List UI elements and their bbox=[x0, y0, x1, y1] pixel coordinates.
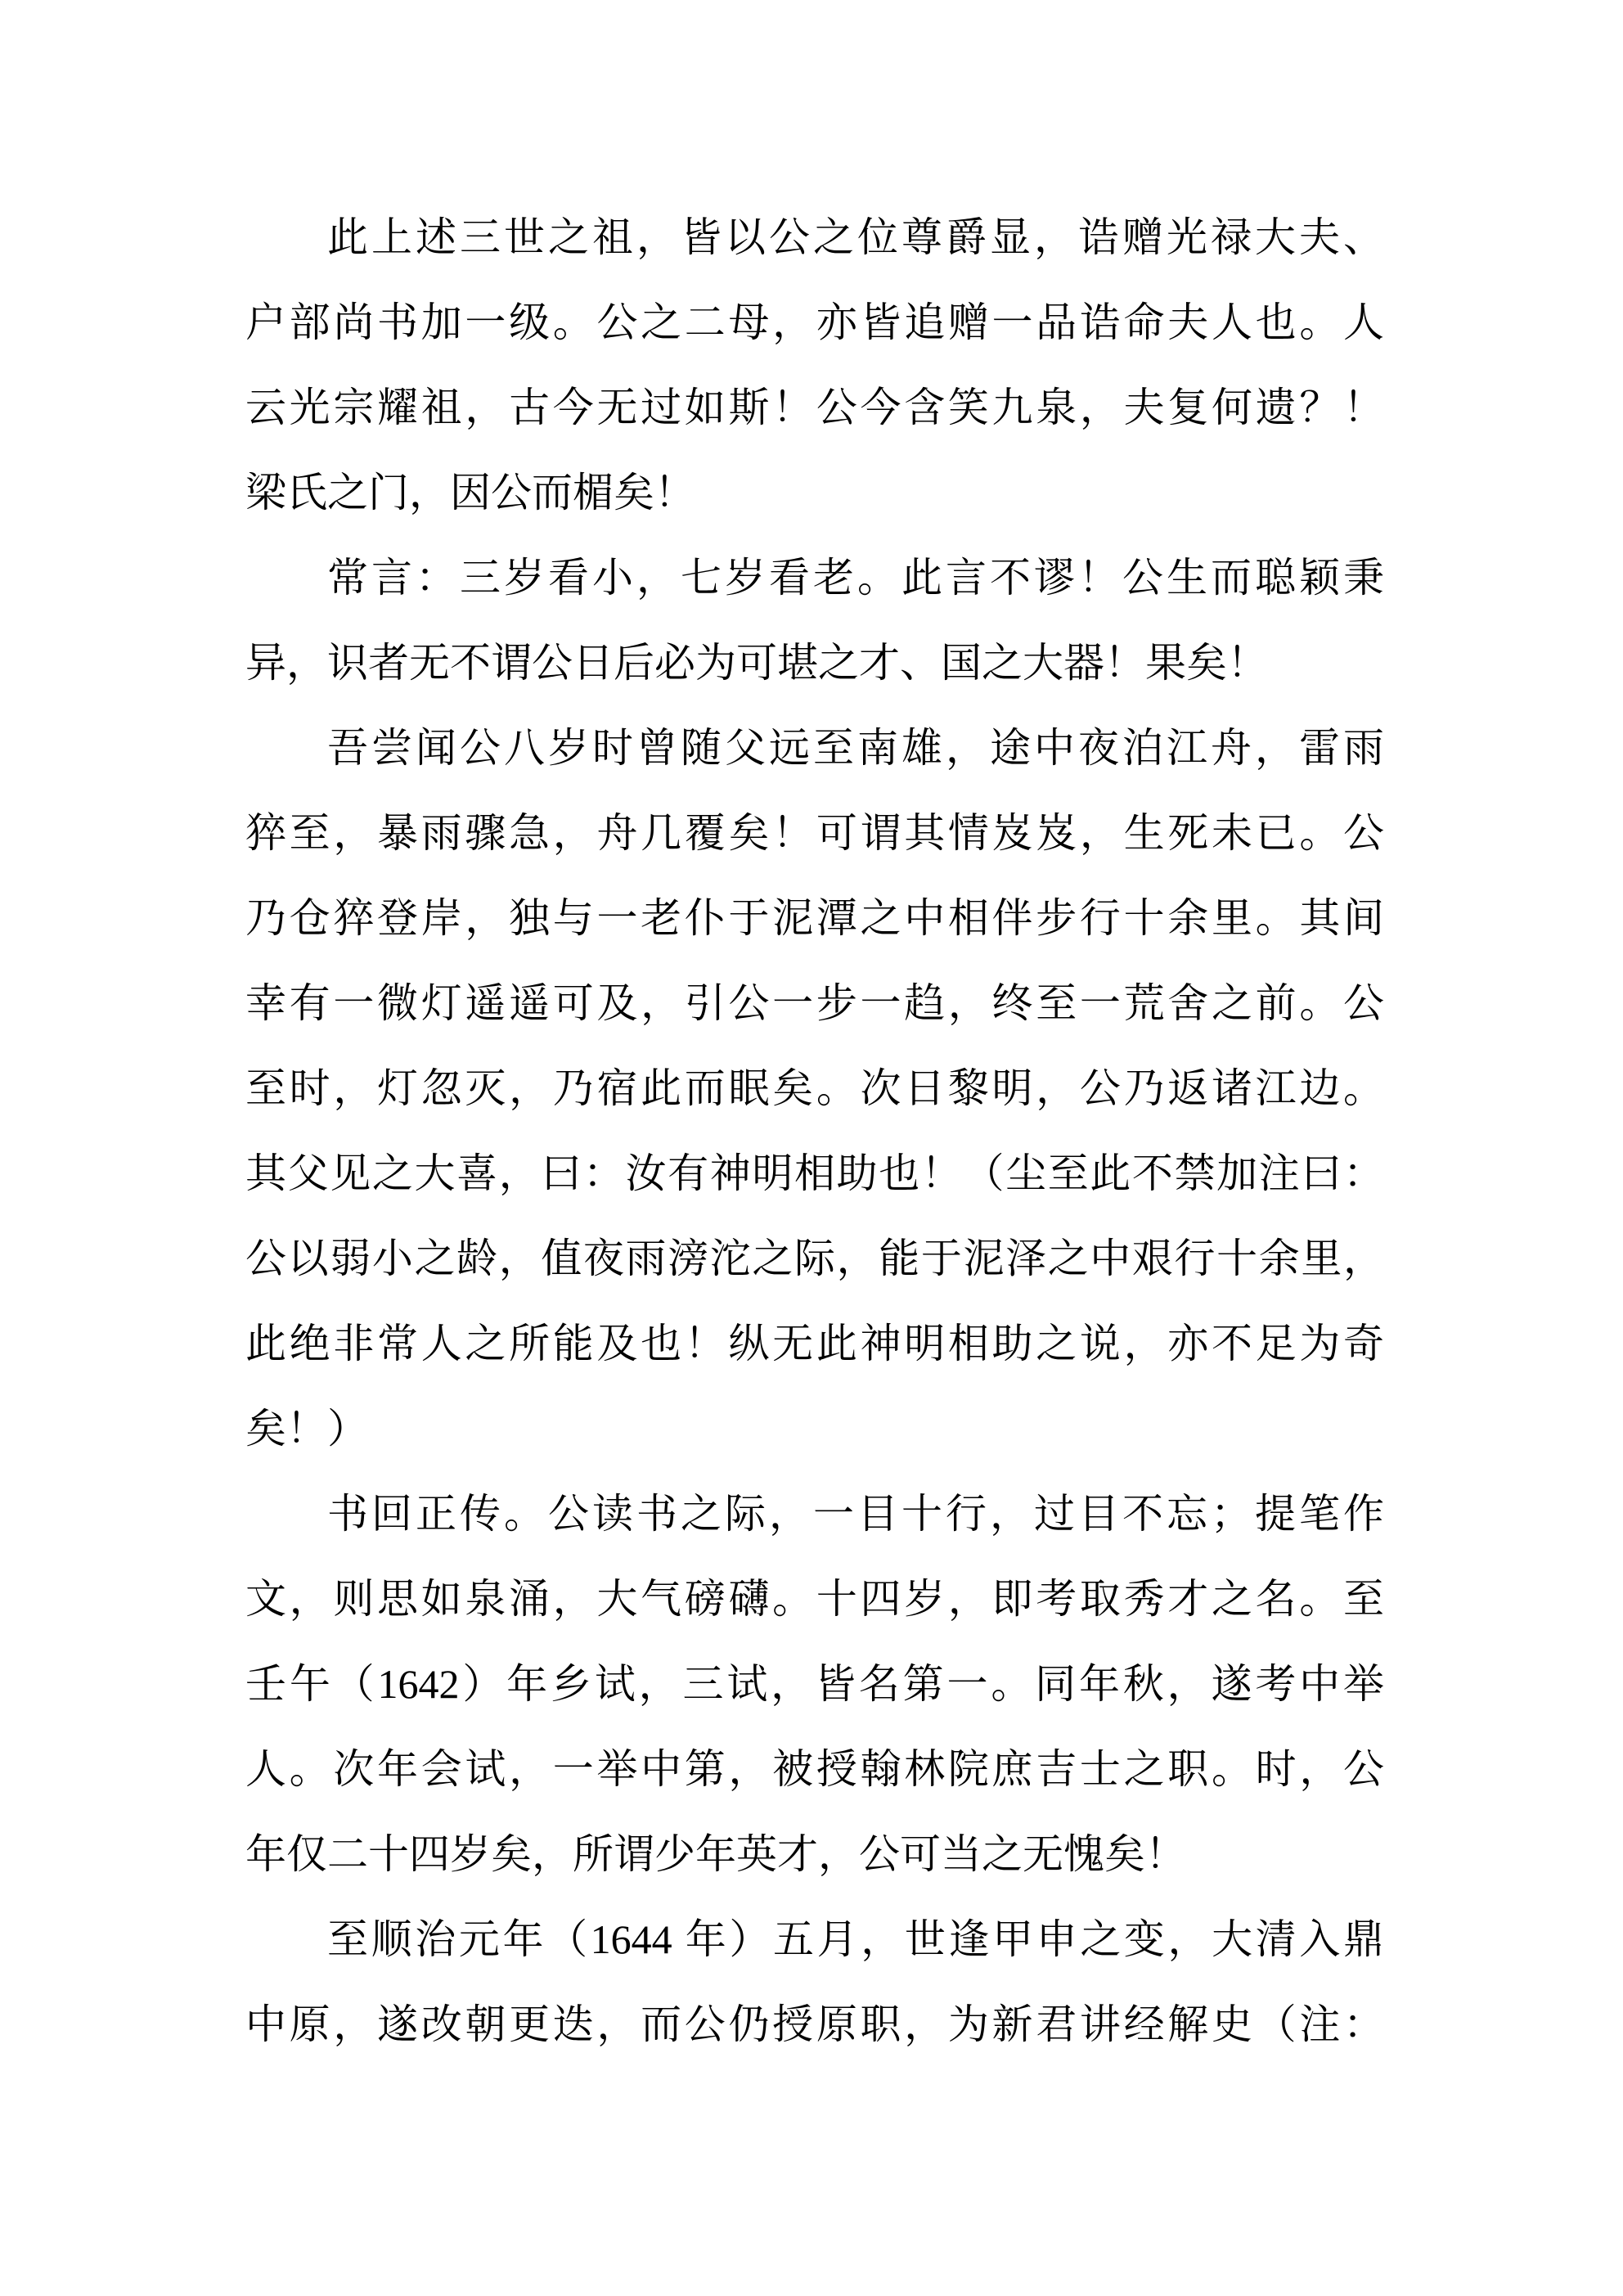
text-line: 人。次年会试，一举中第，被授翰林院庶吉士之职。时，公 bbox=[245, 1746, 1384, 1792]
text-line: 至时，灯忽灭，乃宿此而眠矣。次日黎明，公乃返诸江边。 bbox=[245, 1065, 1384, 1111]
text-line: 乃仓猝登岸，独与一老仆于泥潭之中相伴步行十余里。其间 bbox=[245, 895, 1384, 941]
text-line: 公以弱小之龄，值夜雨滂沱之际，能于泥泽之中艰行十余里， bbox=[245, 1236, 1384, 1281]
text-line: 云光宗耀祖，古今无过如斯！公今含笑九泉，夫复何遗？！ bbox=[245, 385, 1384, 430]
text-line: 文，则思如泉涌，大气磅礴。十四岁，即考取秀才之名。至 bbox=[245, 1576, 1384, 1622]
text-line: 中原，遂改朝更迭，而公仍授原职，为新君讲经解史（注： bbox=[245, 2001, 1384, 2047]
text-line: 至顺治元年（1644 年）五月，世逢甲申之变，大清入鼎 bbox=[327, 1916, 1384, 1962]
text-line: 此绝非常人之所能及也！纵无此神明相助之说，亦不足为奇 bbox=[245, 1321, 1384, 1366]
text-line: 户部尚书加一级。公之二母，亦皆追赠一品诰命夫人也。人 bbox=[245, 299, 1384, 345]
text-line: 此上述三世之祖，皆以公之位尊爵显，诰赠光禄大夫、 bbox=[327, 214, 1384, 260]
text-line: 其父见之大喜，曰：汝有神明相助也！（尘至此不禁加注曰： bbox=[245, 1150, 1384, 1196]
text-line: 书回正传。公读书之际，一目十行，过目不忘；提笔作 bbox=[327, 1491, 1384, 1537]
document-body bbox=[245, 195, 1384, 2067]
text-line: 常言：三岁看小，七岁看老。此言不谬！公生而聪颖秉 bbox=[327, 555, 1384, 601]
text-line: 梁氏之门，因公而楣矣！ bbox=[245, 470, 695, 515]
text-line: 猝至，暴雨骤急，舟几覆矣！可谓其情岌岌，生死未已。公 bbox=[245, 810, 1384, 856]
text-line: 异，识者无不谓公日后必为可堪之才、国之大器！果矣！ bbox=[245, 640, 1268, 686]
text-line: 幸有一微灯遥遥可及，引公一步一趋，终至一荒舍之前。公 bbox=[245, 980, 1384, 1026]
text-line: 矣！） bbox=[245, 1406, 368, 1452]
text-line: 吾尝闻公八岁时曾随父远至南雄，途中夜泊江舟，雷雨 bbox=[327, 725, 1384, 771]
text-line: 壬午（1642）年乡试，三试，皆名第一。同年秋，遂考中举 bbox=[245, 1661, 1384, 1707]
text-line: 年仅二十四岁矣，所谓少年英才，公可当之无愧矣！ bbox=[245, 1831, 1186, 1877]
